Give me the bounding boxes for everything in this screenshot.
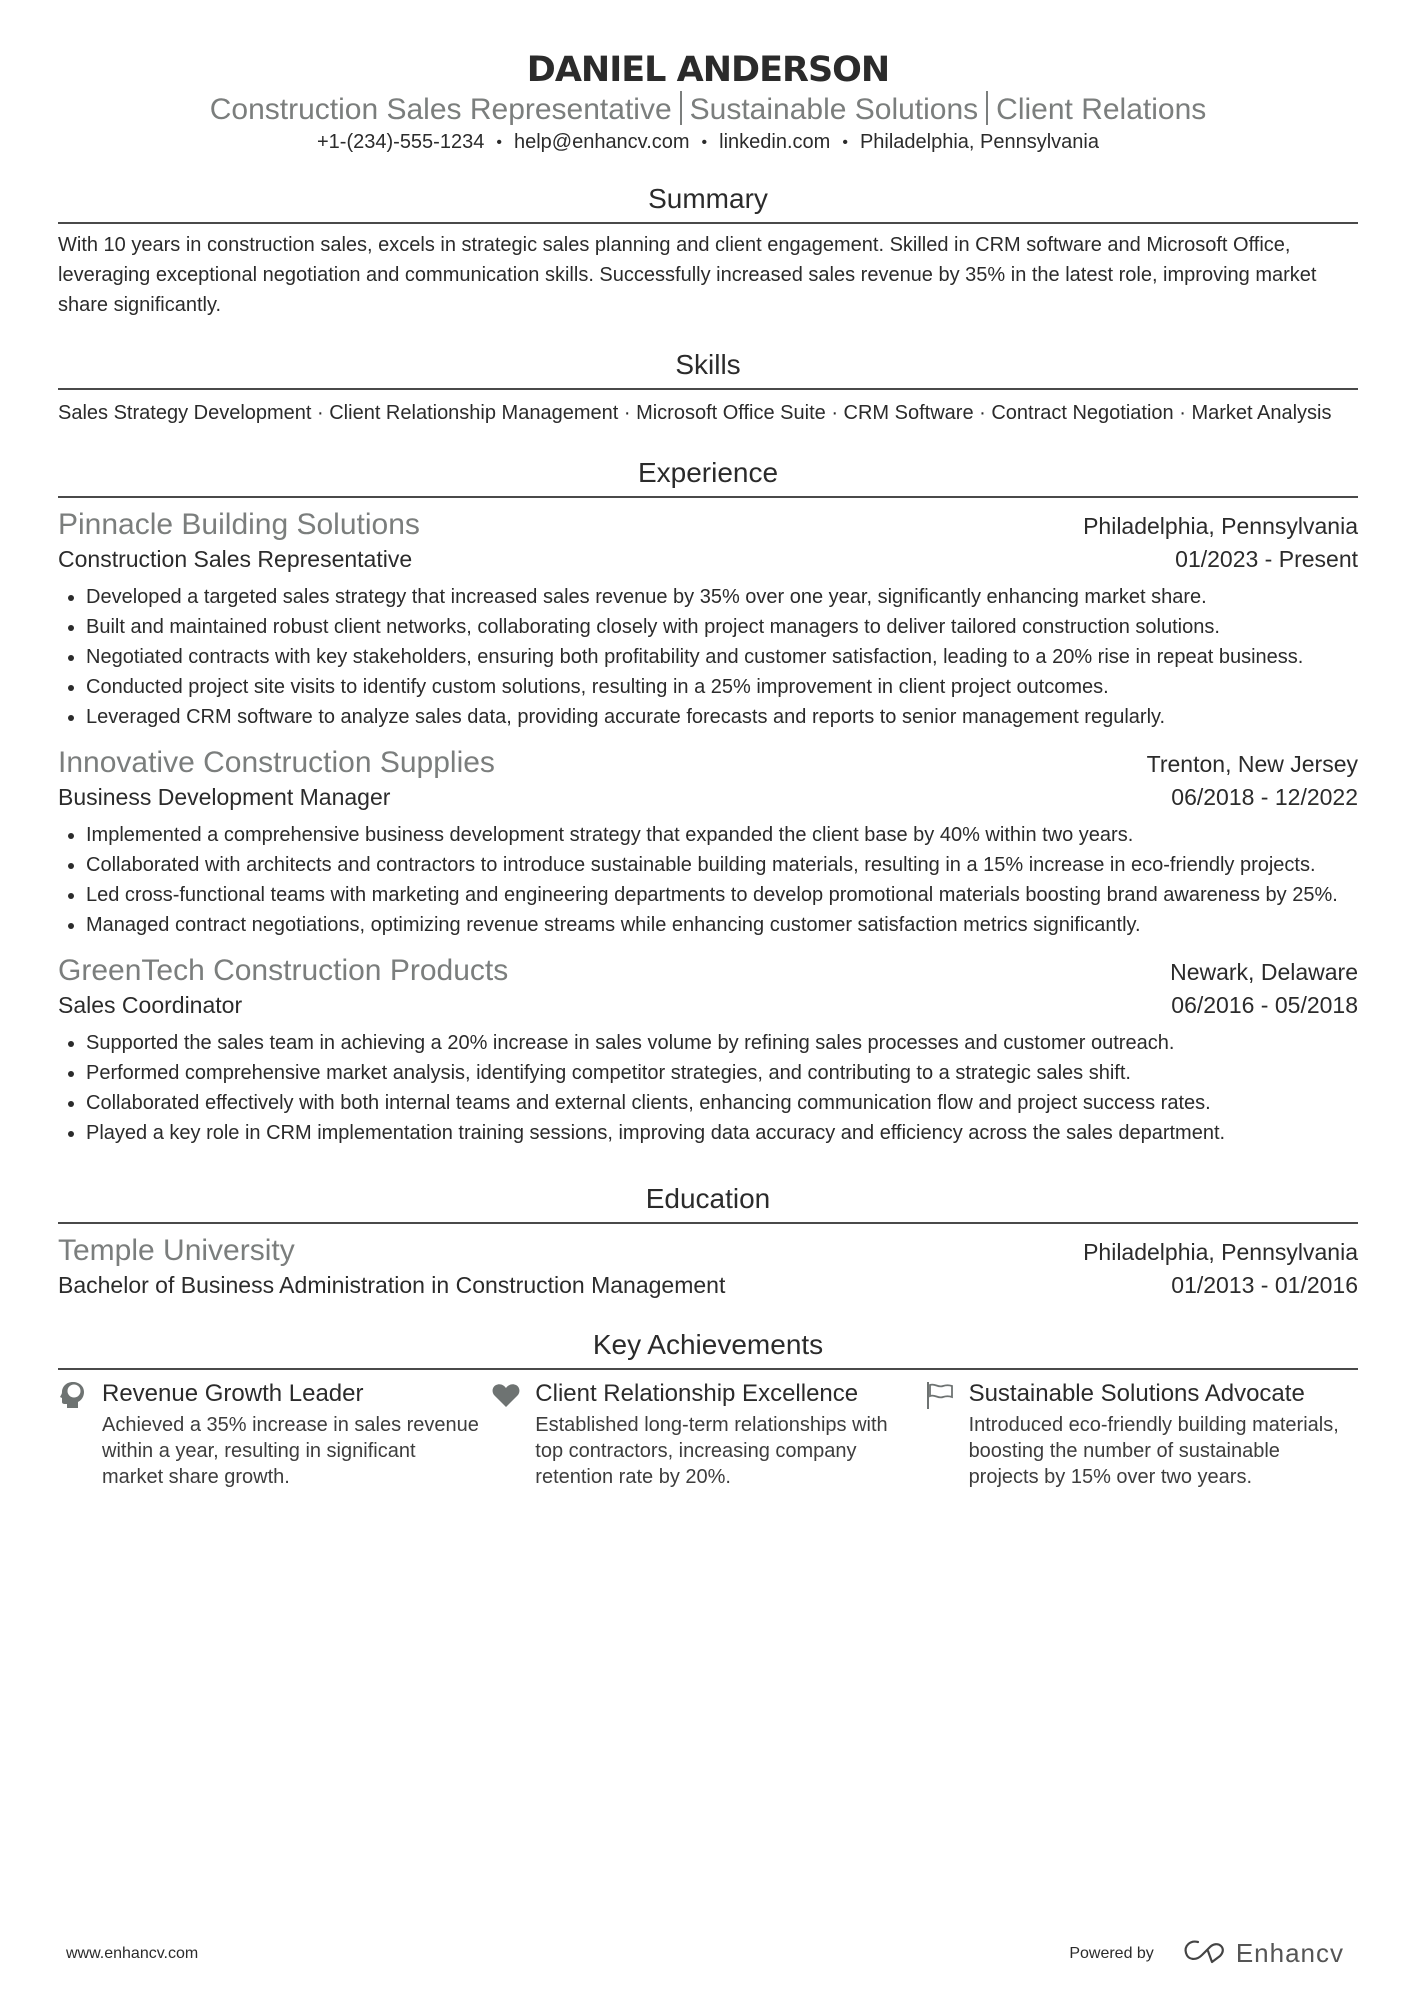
degree: Bachelor of Business Administration in Construction Management (58, 1272, 726, 1298)
bullet-item: • Built and maintained robust client networks, collaborating closely with project managers to deliver tailored construction solutions. (86, 612, 1358, 642)
achievement-title: Sustainable Solutions Advocate (968, 1380, 1305, 1407)
contact-line (58, 129, 1358, 156)
job-location: Trenton, New Jersey (1146, 751, 1358, 777)
headline-item: Client Relations (996, 93, 1207, 126)
job-entry (58, 952, 1358, 1148)
education-entry (58, 1232, 1358, 1300)
job-title: Construction Sales Representative (58, 546, 413, 572)
company-name: Innovative Construction Supplies (58, 746, 495, 779)
head-brain-icon (58, 1380, 88, 1410)
achievement-item (925, 1378, 1358, 1490)
job-bullets (58, 1028, 1358, 1148)
school-name: Temple University (58, 1234, 295, 1267)
resume-page (58, 0, 1358, 1490)
bullet-item: • Supported the sales team in achieving a 20% increase in sales volume by refining sales processes and customer outreach. (86, 1028, 1358, 1058)
enhancv-brand: Enhancv (1235, 1938, 1344, 1968)
achievement-title: Revenue Growth Leader (102, 1380, 364, 1407)
summary-text: With 10 years in construction sales, excels in strategic sales planning and client engagement. Skilled in CRM software and Microsoft Office, leveraging exceptional negotiation and communication skills. Successfully increased sales revenue by 35% in the latest role, improving market share significantly. (58, 234, 1317, 316)
job-dates: 06/2016 - 05/2018 (1171, 992, 1358, 1018)
bullet-item: • Performed comprehensive market analysis, identifying competitor strategies, and contributing to a strategic sales shift. (86, 1058, 1358, 1088)
job-title: Sales Coordinator (58, 992, 243, 1018)
bullet-item: • Leveraged CRM software to analyze sales data, providing accurate forecasts and reports to senior management regularly. (86, 702, 1358, 732)
job-location: Philadelphia, Pennsylvania (1083, 513, 1358, 539)
enhancv-logo-icon (1182, 1938, 1228, 1969)
phone: +1-(234)-555-1234 (317, 131, 485, 153)
bullet-item: • Played a key role in CRM implementation training sessions, improving data accuracy and efficiency across the sales department. (86, 1118, 1358, 1148)
job-location: Newark, Delaware (1170, 959, 1358, 985)
bullet-item: • Managed contract negotiations, optimizing revenue streams while enhancing customer satisfaction metrics significantly. (86, 910, 1358, 940)
bullet-item: • Conducted project site visits to identify custom solutions, resulting in a 25% improvement in client project outcomes. (86, 672, 1358, 702)
bullet-item: • Led cross-functional teams with marketing and engineering departments to develop promotional materials boosting brand awareness by 25%. (86, 880, 1358, 910)
heart-icon (491, 1380, 521, 1410)
skills-list: Sales Strategy Development · Client Relationship Management · Microsoft Office Suite · CRM Software · Contract Negotiation · Market Analysis (58, 402, 1332, 424)
job-dates: 06/2018 - 12/2022 (1171, 784, 1358, 810)
location: Philadelphia, Pennsylvania (859, 131, 1099, 153)
achievement-item (491, 1378, 924, 1490)
bullet-item: • Negotiated contracts with key stakeholders, ensuring both profitability and customer satisfaction, leading to a 20% rise in repeat business. (86, 642, 1358, 672)
job-entry (58, 744, 1358, 940)
job-title: Business Development Manager (58, 784, 391, 810)
school-location: Philadelphia, Pennsylvania (1083, 1239, 1358, 1265)
job-bullets (58, 820, 1358, 940)
candidate-name: DANIEL ANDERSON (526, 50, 890, 90)
section-title-skills: Skills (58, 348, 1358, 390)
achievement-description: Introduced eco-friendly building materials, boosting the number of sustainable projects by 15% over two years. (968, 1414, 1339, 1488)
footer (66, 1938, 1344, 1969)
achievements-grid (58, 1378, 1358, 1490)
bullet-separator: • (701, 134, 708, 151)
achievement-item (58, 1378, 491, 1490)
bullet-item: • Collaborated effectively with both internal teams and external clients, enhancing communication flow and project success rates. (86, 1088, 1358, 1118)
section-title-summary: Summary (58, 182, 1358, 224)
website-link[interactable]: www.enhancv.com (66, 1944, 199, 1962)
section-title-achievements: Key Achievements (58, 1328, 1358, 1370)
bullet-separator: • (842, 134, 848, 151)
flag-icon (925, 1380, 955, 1410)
bullet-item: • Collaborated with architects and contractors to introduce sustainable building materials, resulting in a 15% increase in eco-friendly projects. (86, 850, 1358, 880)
headline (58, 91, 1358, 129)
job-bullets (58, 582, 1358, 732)
headline-item: Sustainable Solutions (689, 93, 979, 126)
section-title-experience: Experience (58, 456, 1358, 498)
achievement-description: Achieved a 35% increase in sales revenue within a year, resulting in significant market share growth. (102, 1414, 479, 1488)
company-name: Pinnacle Building Solutions (58, 508, 420, 541)
powered-by (1069, 1938, 1344, 1969)
headline-separator (986, 91, 988, 125)
achievement-description: Established long-term relationships with top contractors, increasing company retention rate by 20%. (535, 1414, 888, 1488)
job-dates: 01/2023 - Present (1175, 546, 1358, 572)
company-name: GreenTech Construction Products (58, 954, 509, 987)
headline-item: Construction Sales Representative (209, 93, 672, 126)
bullet-item: • Developed a targeted sales strategy that increased sales revenue by 35% over one year, significantly enhancing market share. (86, 582, 1358, 612)
bullet-separator: • (496, 134, 502, 151)
headline-separator (680, 91, 682, 125)
email-link[interactable]: help@enhancv.com (513, 131, 690, 153)
achievement-title: Client Relationship Excellence (535, 1380, 859, 1407)
powered-by-label: Powered by (1069, 1944, 1154, 1962)
job-entry (58, 506, 1358, 732)
section-title-education: Education (58, 1182, 1358, 1224)
resume-header (58, 0, 1358, 156)
linkedin-link[interactable]: linkedin.com (719, 131, 831, 153)
education-dates: 01/2013 - 01/2016 (1171, 1272, 1358, 1298)
bullet-item: • Implemented a comprehensive business development strategy that expanded the client base by 40% within two years. (86, 820, 1358, 850)
